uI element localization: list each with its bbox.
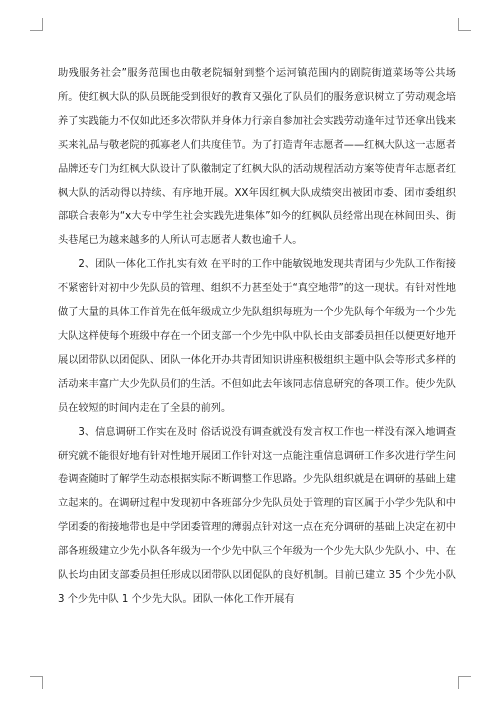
crop-mark-top-left — [30, 18, 43, 31]
crop-mark-bottom-right — [458, 676, 471, 689]
paragraph-red-maple-volunteers: 助残服务社会”服务范围也由敬老院辐射到整个运河镇范围内的剧院街道菜场等公共场所。使红枫大队的队员既能受到很好的教育又强化了队员们的服务意识树立了劳动观念培养了实践能力不仅如此还多次带队并身体力行亲自参加社会实践劳动逢年过节还拿出钱来买来礼品与敬老院的孤寡老人们共度佳节。为了打造青年志愿者——红枫大队这一志愿者品牌还专门为红枫大队设计了队徽制定了红枫大队的活动规程活动方案等使青年志愿者红枫大队的活动得以持续、有序地开展。XX年因红枫大队成绩突出被团市委、团市委组织部联合表彰为“x大专中学生社会实践先进集体”如今的红枫队员经常出现在林间田头、街头巷尾已为越来越多的人所认可志愿者人数也逾千人。 — [58, 68, 456, 247]
crop-mark-top-right — [458, 18, 471, 31]
document-body — [58, 62, 456, 612]
crop-mark-bottom-left — [30, 676, 43, 689]
paragraph-information-research: 3、信息调研工作实在及时 俗话说没有调查就没有发言权工作也一样没有深入地调查研究就不能很好地有针对性地开展团工作针对这一点能注重信息调研工作多次进行学生问卷调查随时了解学生动态根据实际不断调整工作思路。少先队组织就是在调研的基础上建立起来的。在调研过程中发现初中各班部分少先队员处于管理的盲区属于小学少先队和中学团委的衔接地带也是中学团委管理的薄弱点针对这一点在充分调研的基础上决定在初中部各班级建立少先小队各年级为一个少先中队三个年级为一个少先大队少先队小、中、在队长均由团支部委员担任形成以团带队以团促队的良好机制。目前已建立 35 个少先小队 3 个少先中队 1 个少先大队。团队一体化工作开展有 — [58, 426, 456, 605]
paragraph-team-integration: 2、团队一体化工作扎实有效 在平时的工作中能敏锐地发现共青团与少先队工作衔接不紧密针对初中少先队员的管理、组织不力甚至处于“真空地带”的这一现状。有针对性地做了大量的具体工作首先在低年级成立少先队组织每班为一个少先队每个年级为一个少先大队这样使每个班级中存在一个团支部一个少先中队中队长由支部委员担任以便更好地开展以团带队以团促队、团队一体化开办共青团知识讲座积极组织主题中队会等形式多样的活动来丰富广大少先队员们的生活。不但如此去年该同志信息研究的各项工作。使少先队员在较短的时间内走在了全县的前列。 — [58, 259, 456, 414]
